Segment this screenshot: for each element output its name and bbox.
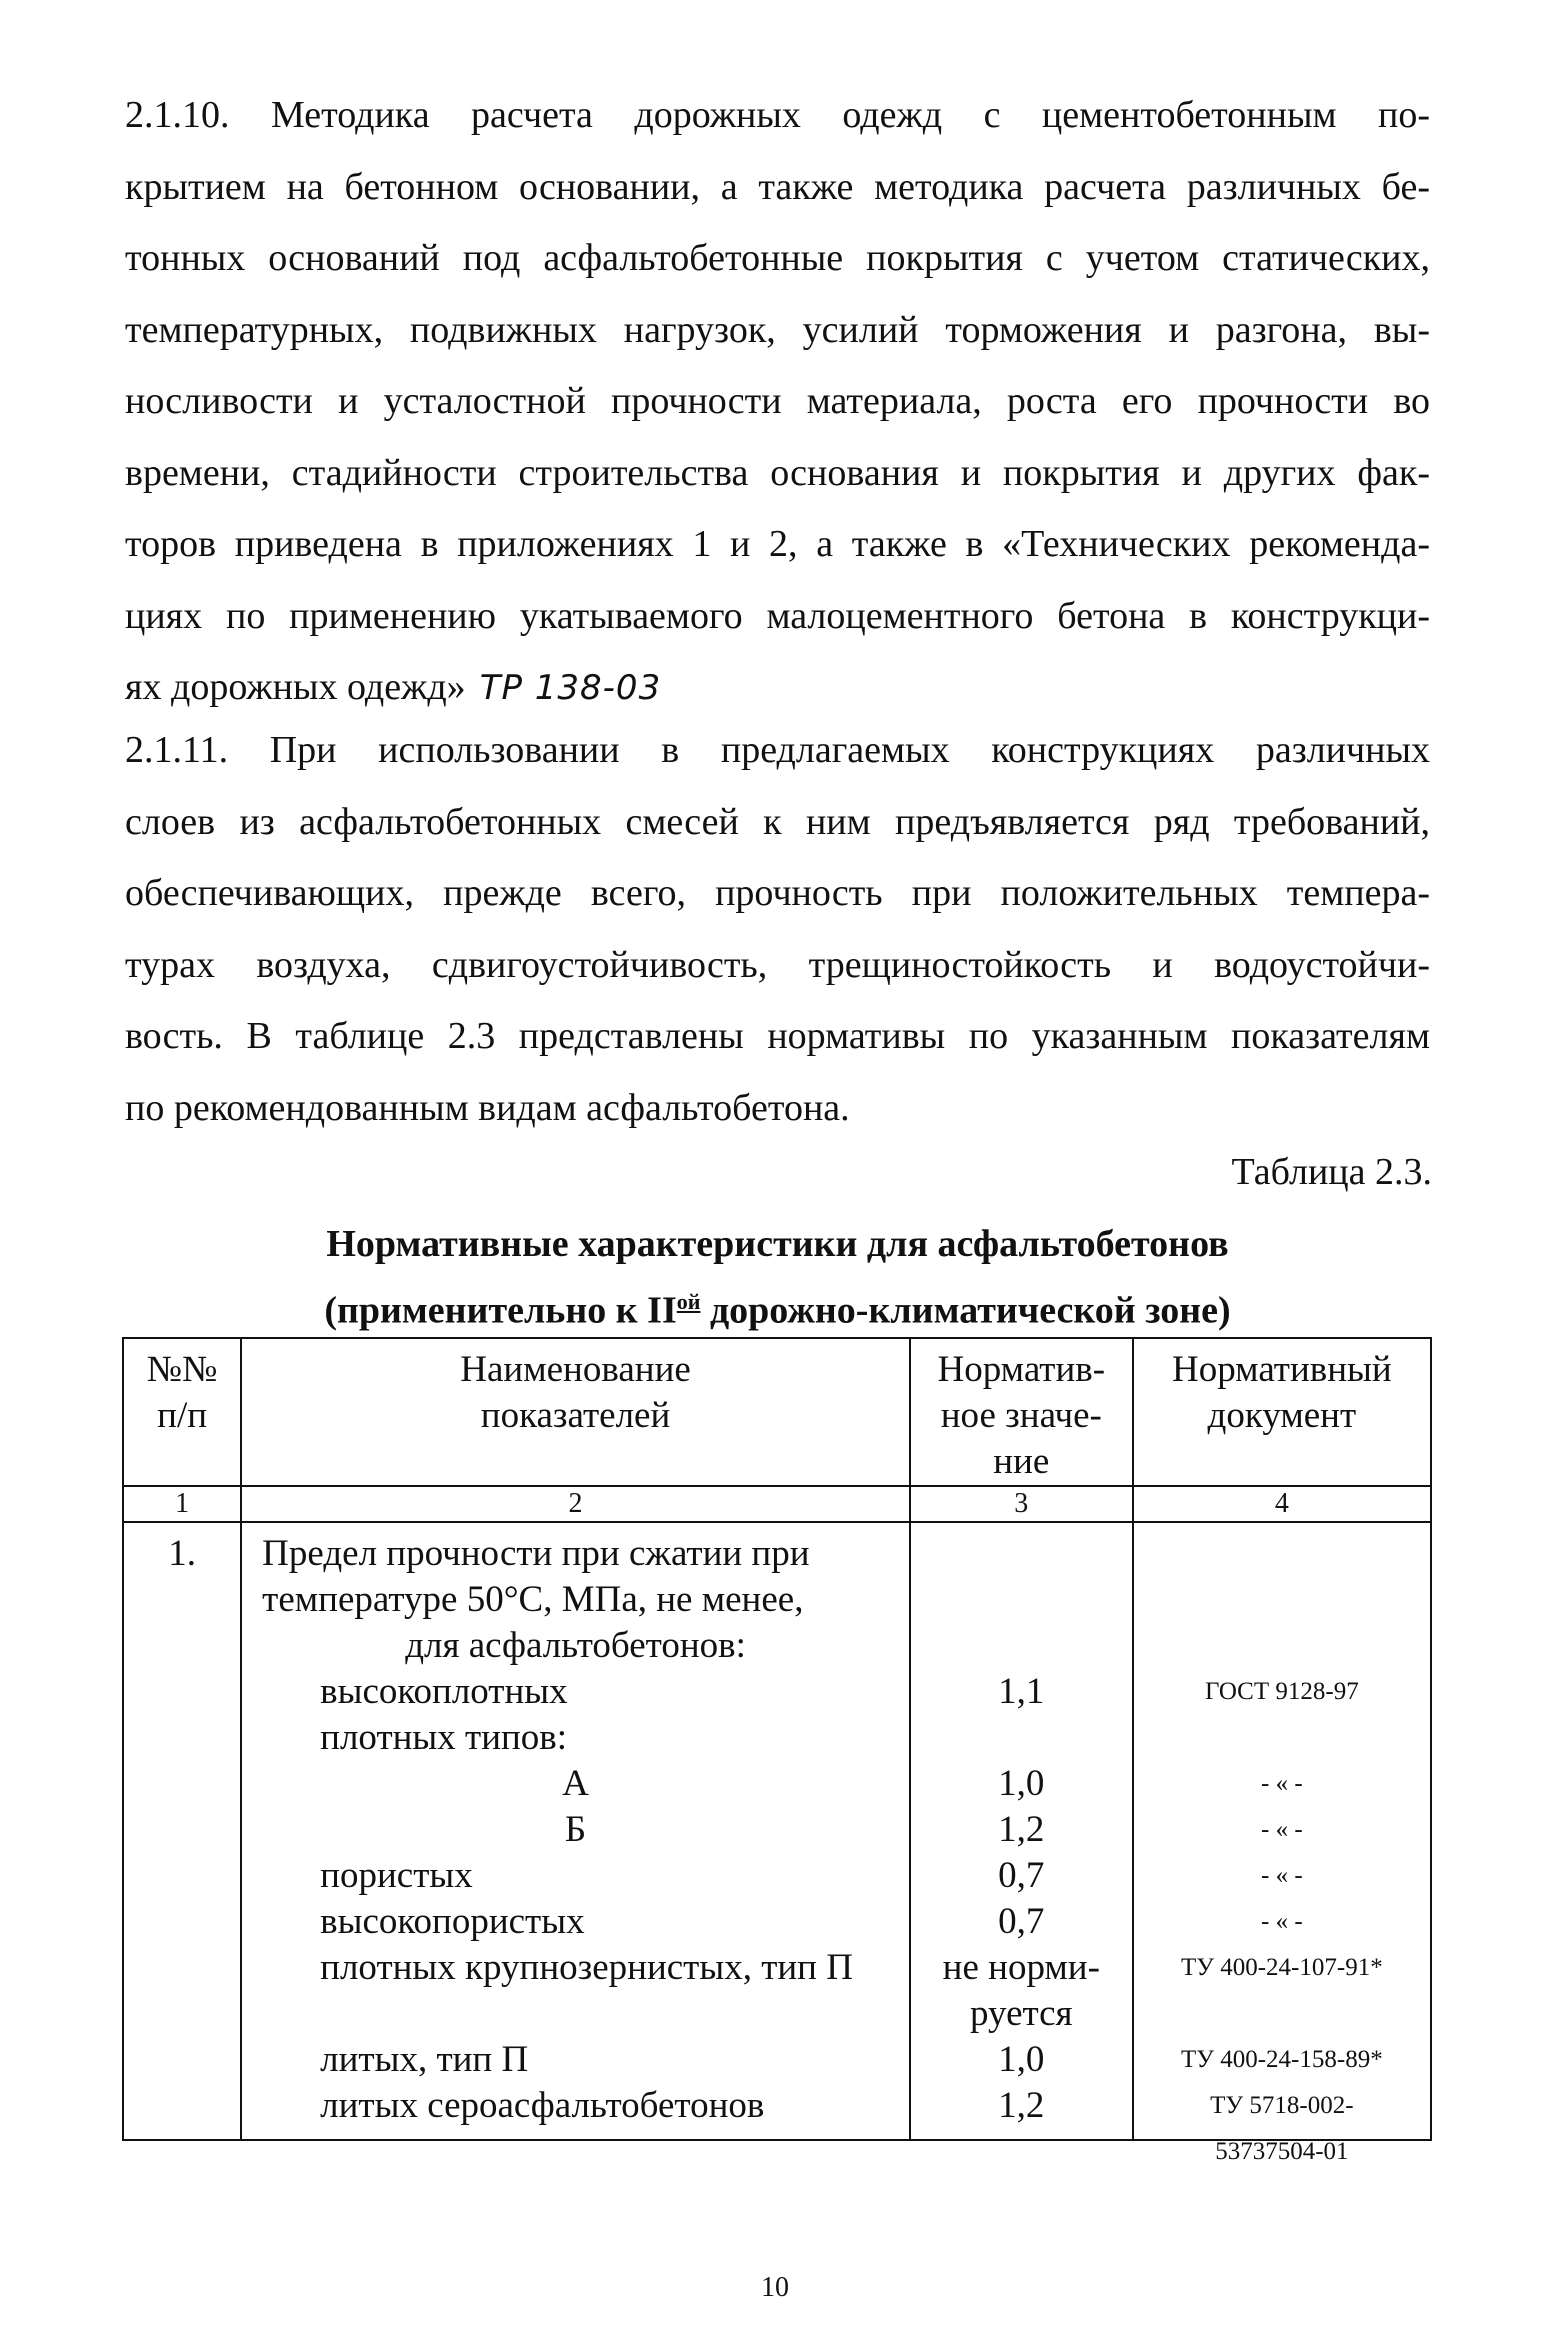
document-cell: - « - [1261,1816,1303,1843]
value-cell: 1,1 [998,1671,1045,1712]
document-cell: ГОСТ 9128-97 [1204,1678,1359,1705]
name-line: Б [564,1809,587,1850]
header-line: ное значе- [940,1395,1102,1436]
norms-table [122,1337,1432,2165]
header-document [1133,1338,1431,1486]
table-title-line: Нормативные характеристики для асфальтобетонов [326,1223,1229,1265]
row-values [910,1522,1133,2140]
page-number: 10 [761,2272,789,2303]
header-line: ние [993,1441,1050,1482]
text-line: вость. В таблице 2.3 представлены нормативы по указанным показателям [125,1015,1430,1057]
text-line: турах воздуха, сдвигоустойчивость, трещиностойкость и водоустойчи- [125,943,1430,986]
table-title-text: (применительно к II [324,1289,677,1332]
header-line: №№ [146,1349,218,1390]
name-line: для асфальтобетонов: [405,1625,746,1666]
document-cell: ТУ 400-24-107-91* [1181,1954,1383,1981]
header-line: Наименование [460,1349,691,1390]
name-line: плотных типов: [320,1717,568,1758]
name-line: литых сероасфальтобетонов [320,2085,765,2126]
document-line: 53737504-01 [1215,2138,1349,2165]
value-cell: 1,0 [998,2039,1045,2080]
value-cell: 0,7 [998,1855,1045,1896]
table-label: Таблица 2.3. [1231,1151,1432,1193]
text-line: 2.1.10. Методика расчета дорожных одежд с цементобетонным по- [125,94,1430,136]
column-number: 2 [241,1486,910,1522]
table-title-line [125,1273,1430,1340]
name-line: Предел прочности при сжатии при [262,1533,810,1574]
table-title-superscript: ой [676,1289,701,1314]
header-value [910,1338,1133,1486]
value-cell [911,1715,1132,1761]
name-line: температуре 50°С, МПа, не менее, [262,1579,804,1620]
value-cell: 1,2 [998,1809,1045,1850]
column-number-row [123,1486,1431,1522]
header-line: документ [1207,1395,1357,1436]
header-name [241,1338,910,1486]
document-line: ТУ 5718-002- [1210,2092,1354,2119]
text-line: 2.1.11. При использовании в предлагаемых конструкциях различных [125,729,1430,771]
document-cell [1134,1715,1430,1761]
header-line: Норматив- [937,1349,1106,1390]
header-line: п/п [157,1395,208,1436]
name-line: плотных крупнозернистых, тип П [320,1947,853,1988]
text-line: по рекомендованным видам асфальтобетона. [125,1086,850,1129]
document-cell [1134,2083,1430,2165]
text-line: крытием на бетонном основании, а также методика расчета различных бе- [125,165,1430,208]
text-line [125,652,1430,725]
row-name [241,1522,910,2140]
header-line: показателей [480,1395,671,1436]
column-number: 1 [123,1486,241,1522]
document-cell: ТУ 400-24-158-89* [1181,2046,1383,2073]
column-number: 4 [1133,1486,1431,1522]
name-line: А [562,1763,589,1804]
header-line: Нормативный [1172,1349,1392,1390]
value-cell: руется [970,1993,1073,2034]
value-cell: 1,2 [998,2085,1045,2126]
text-line: слоев из асфальтобетонных смесей к ним предъявляется ряд требований, [125,800,1430,843]
document-cell: - « - [1261,1770,1303,1797]
table-title-text: дорожно-климатической зоне) [700,1289,1231,1332]
table-row [123,1522,1431,2140]
value-cell: 0,7 [998,1901,1045,1942]
text-line: температурных, подвижных нагрузок, усилий торможения и разгона, вы- [125,308,1430,351]
text-line: обеспечивающих, прежде всего, прочность при положительных темпера- [125,872,1430,914]
text-line: времени, стадийности строительства основания и покрытия и других фак- [125,451,1430,494]
text-line: тонных оснований под асфальтобетонные покрытия с учетом статических, [125,237,1430,279]
paragraph-2-1-10 [125,80,1430,725]
handwritten-note: ТР 138-03 [479,668,662,708]
text-line: торов приведена в приложениях 1 и 2, а также в «Технических рекоменда- [125,523,1430,565]
name-line: пористых [320,1855,473,1896]
document-cell: - « - [1261,1862,1303,1889]
table-header-row [123,1338,1431,1486]
header-number [123,1338,241,1486]
name-line: литых, тип П [320,2039,529,2080]
value-cell: 1,0 [998,1763,1045,1804]
text-line: носливости и усталостной прочности материала, роста его прочности во [125,380,1430,422]
text-line: циях по применению укатываемого малоцементного бетона в конструкци- [125,594,1430,637]
column-number: 3 [910,1486,1133,1522]
row-number: 1. [123,1522,241,2140]
name-line: высокоплотных [320,1671,568,1712]
value-cell: не норми- [942,1947,1100,1988]
name-line: высокопористых [320,1901,585,1942]
table-title [125,1215,1430,1340]
text-line-segment: ях дорожных одежд» [125,666,466,708]
document-cell: - « - [1261,1908,1303,1935]
row-documents [1133,1522,1431,2165]
paragraph-2-1-11 [125,715,1430,1144]
